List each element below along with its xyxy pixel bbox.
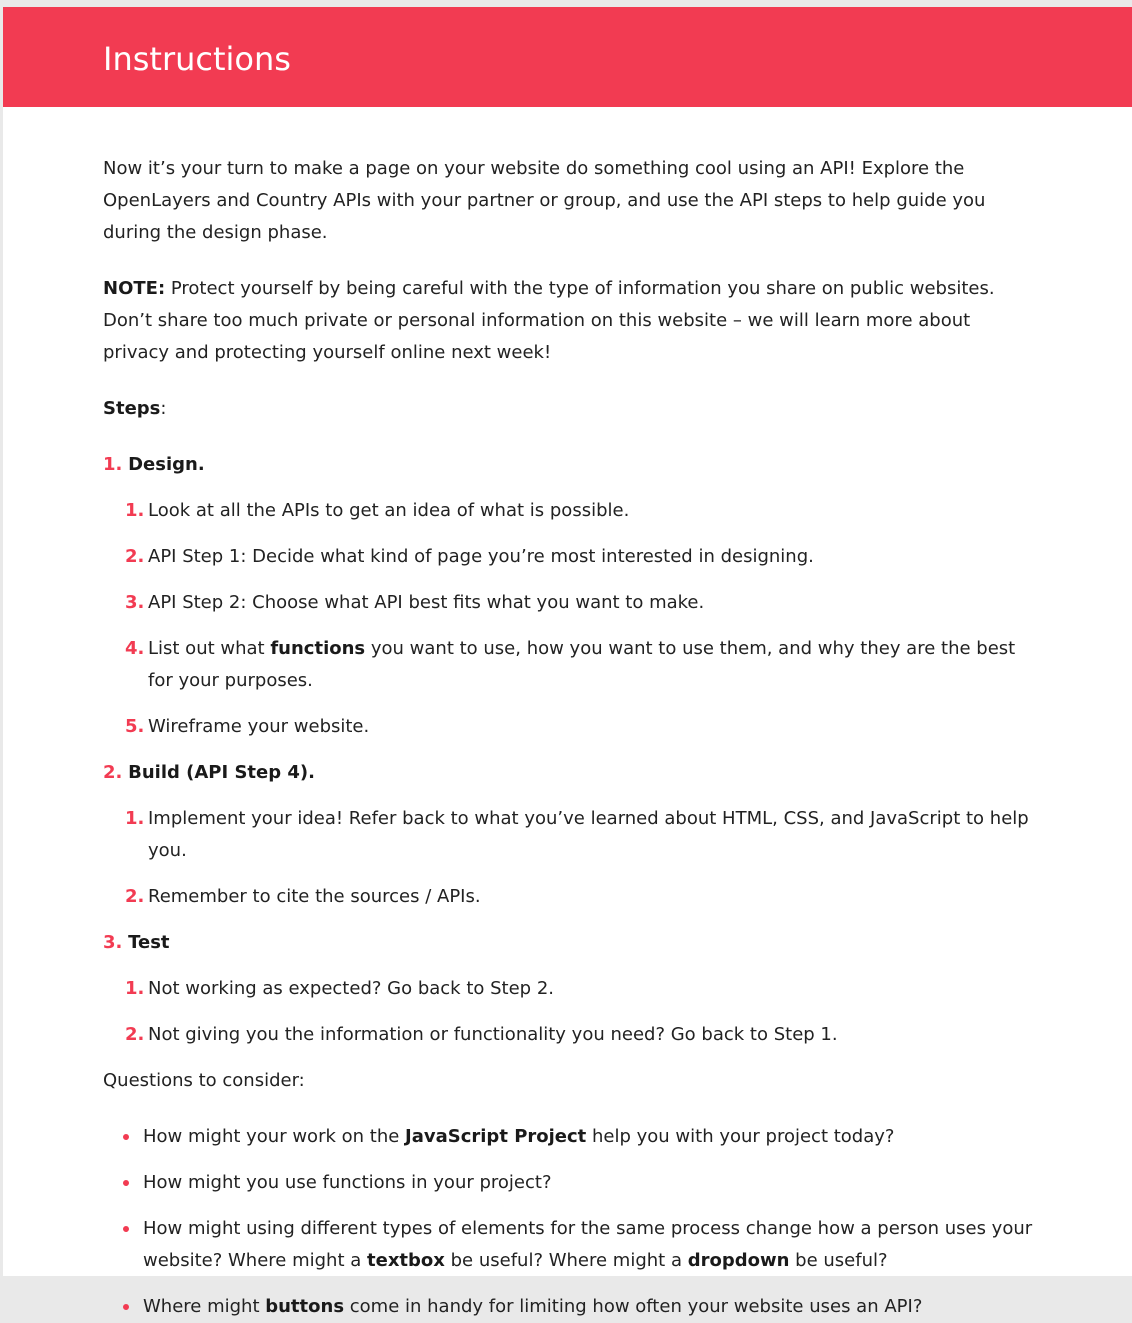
step-number: 3. [103, 932, 123, 953]
substep-list [125, 495, 1033, 743]
bullet-icon [123, 1134, 129, 1140]
steps-heading: Steps: [103, 398, 167, 419]
step-title: Test [128, 932, 170, 953]
list-item: 1. Not working as expected? Go back to Step 2. [125, 978, 554, 999]
step-design [103, 449, 1033, 743]
note-text: Protect yourself by being careful with the type of information you share on public websites. Don’t share too much private or personal information on this website – we will learn more about privacy and protecting yourself online next week! [103, 278, 995, 363]
header-bar [3, 7, 1132, 107]
list-item: 1. Look at all the APIs to get an idea of what is possible. [125, 500, 630, 521]
intro-paragraph: Now it’s your turn to make a page on your website do something cool using an API! Explore the OpenLayers and Country APIs with your partner or group, and use the API steps to help guide you during the design phase. [103, 158, 986, 243]
step-build [103, 757, 1033, 913]
step-title: Design. [128, 454, 205, 475]
list-item: 2. API Step 1: Decide what kind of page you’re most interested in designing. [125, 546, 814, 567]
step-number: 1. [103, 454, 123, 475]
instructions-panel [3, 7, 1132, 1317]
list-item: 4. List out what functions you want to use, how you want to use them, and why they are the best for your purposes. [125, 638, 1016, 691]
questions-list [103, 1121, 1033, 1323]
questions-heading: Questions to consider: [103, 1070, 305, 1091]
list-item: How might you use functions in your project? [143, 1167, 1033, 1199]
list-item: How might using different types of elements for the same process change how a person uses your website? Where might a textbox be useful? Where might a dropdown be useful? [143, 1213, 1033, 1277]
questions-section [103, 1065, 1033, 1323]
list-item: 3. API Step 2: Choose what API best fits what you want to make. [125, 592, 705, 613]
steps-list [103, 449, 1033, 1051]
list-item: 2. Not giving you the information or functionality you need? Go back to Step 1. [125, 1024, 838, 1045]
list-item: 5. Wireframe your website. [125, 716, 370, 737]
bullet-icon [123, 1180, 129, 1186]
substep-list [125, 973, 1033, 1051]
bullet-icon [123, 1226, 129, 1232]
substep-list [125, 803, 1033, 913]
step-number: 2. [103, 762, 123, 783]
page-title: Instructions [103, 40, 291, 78]
note-label: NOTE: [103, 278, 166, 299]
list-item: How might your work on the JavaScript Project help you with your project today? [143, 1121, 1033, 1153]
list-item: 1. Implement your idea! Refer back to what you’ve learned about HTML, CSS, and JavaScript to help you. [125, 808, 1029, 861]
list-item: 2. Remember to cite the sources / APIs. [125, 886, 481, 907]
list-item: Where might buttons come in handy for limiting how often your website uses an API? [143, 1291, 1033, 1323]
note-paragraph [103, 273, 1033, 369]
bullet-icon [123, 1304, 129, 1310]
step-title: Build (API Step 4). [128, 762, 315, 783]
instructions-content [3, 107, 1033, 1323]
step-test [103, 927, 1033, 1051]
